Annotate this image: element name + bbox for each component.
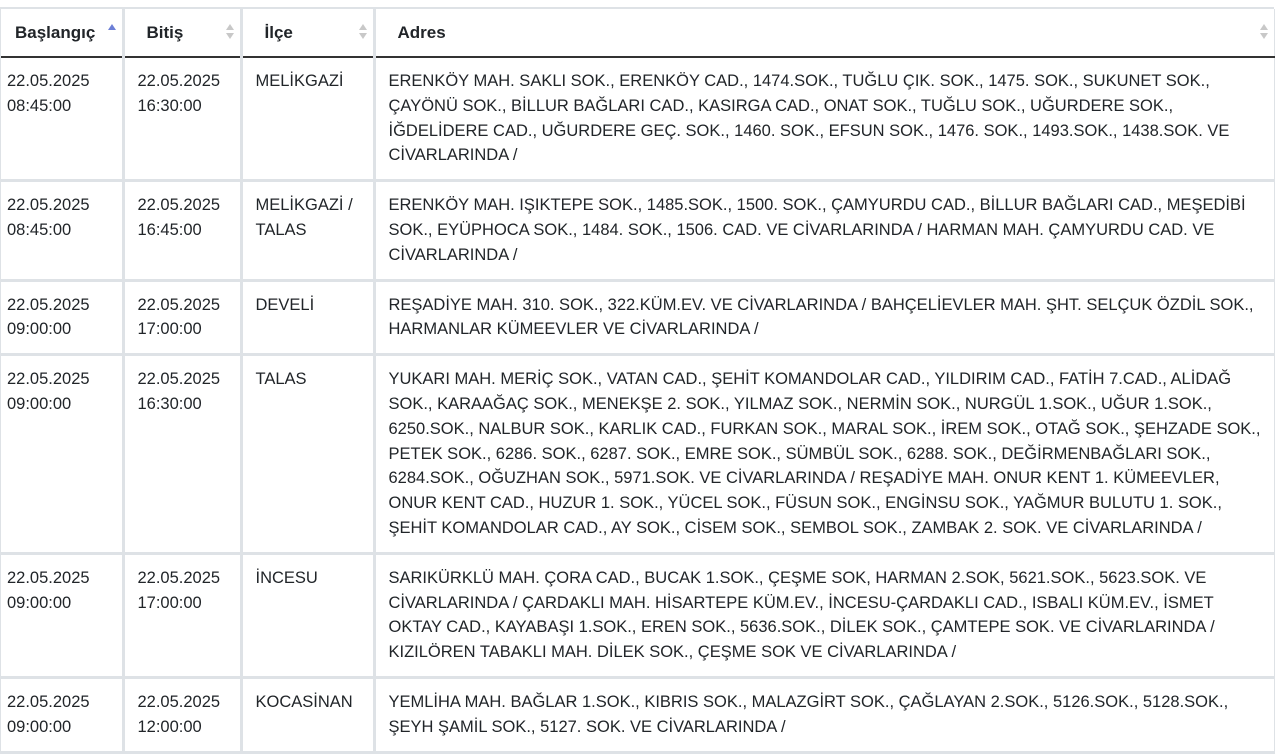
address-cell: REŞADİYE MAH. 310. SOK., 322.KÜM.EV. VE CİVARLARINDA / BAHÇELİEVLER MAH. ŞHT. SELÇUK ÖZDİL SOK., HARMANLAR KÜMEEVLER VE CİVARLARINDA / [374,280,1274,355]
start-cell [1,355,123,554]
column-header-district[interactable] [241,9,374,57]
end-date: 22.05.2025 [137,692,221,711]
end-cell [123,181,241,280]
end-time: 16:30:00 [137,96,202,115]
start-cell [1,677,123,752]
column-header-label: İlçe [264,22,293,42]
column-header-end[interactable] [123,9,241,57]
start-date: 22.05.2025 [7,370,90,389]
end-date: 22.05.2025 [137,295,221,314]
column-header-label: Bitiş [146,22,184,42]
sort-icon [226,22,234,42]
outage-table [1,9,1275,754]
end-cell [123,553,241,677]
end-time: 16:45:00 [137,220,202,239]
start-time: 09:00:00 [7,320,72,339]
table-row [1,280,1274,355]
table-row [1,355,1274,554]
outage-table-container [0,7,1274,754]
district-cell: MELİKGAZİ / TALAS [241,181,374,280]
column-header-label: Başlangıç [15,22,96,42]
start-time: 09:00:00 [7,593,72,612]
end-date: 22.05.2025 [137,370,221,389]
table-header-row [1,9,1274,57]
end-time: 17:00:00 [137,593,202,612]
table-row [1,677,1274,752]
start-time: 08:45:00 [7,220,72,239]
end-cell [123,355,241,554]
end-cell [123,280,241,355]
table-row [1,181,1274,280]
end-date: 22.05.2025 [137,568,221,587]
sort-ascending-icon [108,22,116,42]
end-time: 17:00:00 [137,320,202,339]
start-date: 22.05.2025 [7,72,90,90]
start-cell [1,553,123,677]
start-time: 09:00:00 [7,717,72,736]
sort-icon [1260,22,1268,42]
end-time: 16:30:00 [137,394,202,413]
end-cell [123,677,241,752]
end-time: 12:00:00 [137,717,202,736]
table-row [1,57,1274,181]
start-time: 08:45:00 [7,96,72,115]
column-header-start[interactable] [1,9,123,57]
start-cell [1,280,123,355]
end-cell [123,57,241,181]
address-cell: ERENKÖY MAH. SAKLI SOK., ERENKÖY CAD., 1474.SOK., TUĞLU ÇIK. SOK., 1475. SOK., SUKUNET SOK., ÇAYÖNÜ SOK., BİLLUR BAĞLARI CAD., KASIRGA CAD., ONAT SOK., TUĞLU SOK., UĞURDERE SOK., İĞDELİDERE CAD., UĞURDERE GEÇ. SOK., 1460. SOK., EFSUN SOK., 1476. SOK., 1493.SOK., 1438.SOK. VE CİVARLARINDA / [374,57,1274,181]
start-cell [1,181,123,280]
district-cell: DEVELİ [241,280,374,355]
start-date: 22.05.2025 [7,196,90,215]
district-cell: İNCESU [241,553,374,677]
start-time: 09:00:00 [7,394,72,413]
address-cell: YUKARI MAH. MERİÇ SOK., VATAN CAD., ŞEHİT KOMANDOLAR CAD., YILDIRIM CAD., FATİH 7.CAD., ALİDAĞ SOK., KARAAĞAÇ SOK., MENEKŞE 2. SOK., YILMAZ SOK., NERMİN SOK., NURGÜL 1.SOK., UĞUR 1.SOK., 6250.SOK., NALBUR SOK., KARLIK CAD., FURKAN SOK., MARAL SOK., İREM SOK., OTAĞ SOK., ŞEHZADE SOK., PETEK SOK., 6286. SOK., 6287. SOK., EMRE SOK., SÜMBÜL SOK., 6288. SOK., DEĞİRMENBAĞLARI SOK., 6284.SOK., OĞUZHAN SOK., 5971.SOK. VE CİVARLARINDA / REŞADİYE MAH. ONUR KENT 1. KÜMEEVLER, ONUR KENT CAD., HUZUR 1. SOK., YÜCEL SOK., FÜSUN SOK., ENGİNSU SOK., YAĞMUR BULUTU 1. SOK., ŞEHİT KOMANDOLAR CAD., AY SOK., CİSEM SOK., SEMBOL SOK., ZAMBAK 2. SOK. VE CİVARLARINDA / [374,355,1274,554]
district-cell: MELİKGAZİ [241,57,374,181]
address-cell: SARIKÜRKLÜ MAH. ÇORA CAD., BUCAK 1.SOK., ÇEŞME SOK, HARMAN 2.SOK, 5621.SOK., 5623.SOK. VE CİVARLARINDA / ÇARDAKLI MAH. HİSARTEPE KÜM.EV., İNCESU-ÇARDAKLI CAD., ISBALI KÜM.EV., İSMET OKTAY CAD., KAYABAŞI 1.SOK., EREN SOK., 5636.SOK., DİLEK SOK., ÇAMTEPE SOK. VE CİVARLARINDA / KIZILÖREN TABAKLI MAH. DİLEK SOK., ÇEŞME SOK VE CİVARLARINDA / [374,553,1274,677]
column-header-label: Adres [397,22,446,42]
end-date: 22.05.2025 [137,196,221,215]
address-cell: YEMLİHA MAH. BAĞLAR 1.SOK., KIBRIS SOK., MALAZGİRT SOK., ÇAĞLAYAN 2.SOK., 5126.SOK., 5128.SOK., ŞEYH ŞAMİL SOK., 5127. SOK. VE CİVARLARINDA / [374,677,1274,752]
start-date: 22.05.2025 [7,568,90,587]
start-cell [1,57,123,181]
table-row [1,553,1274,677]
column-header-address[interactable] [374,9,1274,57]
sort-icon [359,22,367,42]
address-cell: ERENKÖY MAH. IŞIKTEPE SOK., 1485.SOK., 1500. SOK., ÇAMYURDU CAD., BİLLUR BAĞLARI CAD., MEŞEDİBİ SOK., EYÜPHOCA SOK., 1484. SOK., 1506. CAD. VE CİVARLARINDA / HARMAN MAH. ÇAMYURDU CAD. VE CİVARLARINDA / [374,181,1274,280]
district-cell: TALAS [241,355,374,554]
start-date: 22.05.2025 [7,295,90,314]
district-cell: KOCASİNAN [241,677,374,752]
start-date: 22.05.2025 [7,692,90,711]
end-date: 22.05.2025 [137,72,221,90]
